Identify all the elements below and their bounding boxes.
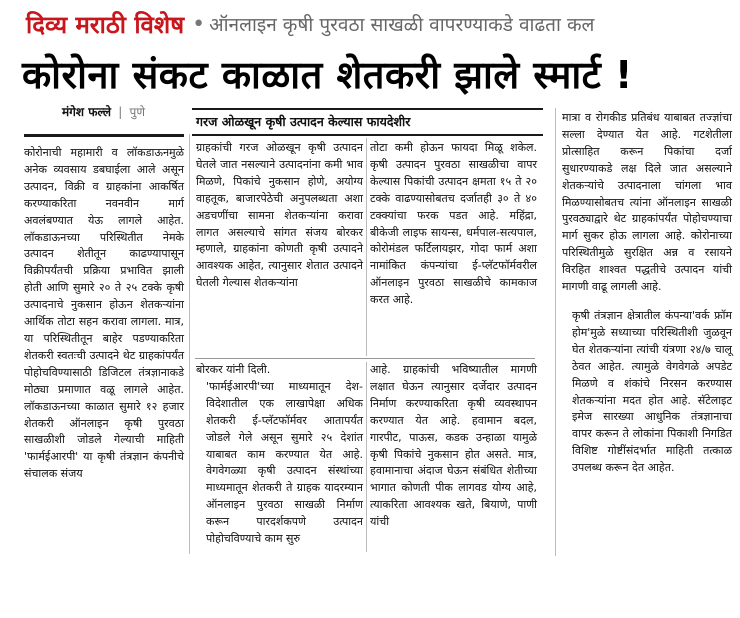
column-right: [562, 110, 732, 477]
column-mid2-top: [370, 140, 537, 309]
column-right-text-1: मात्रा व रोगकीड प्रतिबंध याबाबत तज्ज्ञांचा सल्ला देण्यात येत आहे. गटशेतीला प्रोत्साहित करून पिकांचा दर्जा सुधारण्याकडे लक्ष दिले जात असल्याने शेतकऱ्यांचे उत्पादनाला चांगला भाव मिळण्यासोबतच त्यांना ऑनलाइन साखळी पुरवठ्याद्वारे थेट ग्राहकांपर्यंत पोहोचण्याचा मार्ग सुकर होऊ लागला आहे. कोरोनाच्या परिस्थितीमुळे सुरक्षित अन्न व रसायने विरहित शाश्वत पद्धतीचे उत्पादन यांची मागणी वाढू लागली आहे.: [562, 111, 732, 294]
column-mid2-top-text: तोटा कमी होऊन फायदा मिळू शकेल. कृषी उत्पादन पुरवठा साखळीचा वापर केल्यास पिकांची उत्पादन क्षमता १५ ते २० टक्के वाढण्यासोबतच दर्जातही ३० ते ४० टक्क्यांचा फरक पडत आहे. महिंद्रा, बीकेजी लाइफ सायन्स, धर्मपाल-सत्यपाल, कोरोमंडल फर्टिलायझर, गोदा फार्म अशा नामांकित कंपन्यांचा ई-प्लॅटफॉर्मवरील ऑनलाइन पुरवठा साखळीचे कामकाज करत आहे.: [370, 141, 537, 307]
column-divider: [189, 134, 190, 554]
column-mid1-bottom-text: 'फार्मईआरपी'च्या माध्यमातून देश-विदेशातील एक लाखापेक्षा अधिक शेतकरी ई-प्लॅटफॉर्मवर आतापर्यंत जोडले गेले असून सुमारे २५ देशांत याबाबत काम करण्यात येत आहे. वेगवेगळ्या कृषी उत्पादन संस्थांच्या माध्यमातून शेतकरी ते ग्राहक यादरम्यान ऑनलाइन पुरवठा साखळी निर्माण करून पारदर्शकपणे उत्पादन पोहोचविण्याचे काम सुरु: [206, 379, 363, 546]
byline-author: मंगेश फल्ले: [62, 105, 112, 119]
column-mid2-bottom: [370, 362, 537, 531]
column-divider: [366, 362, 367, 552]
kicker-text: ऑनलाइन कृषी पुरवठा साखळी वापरण्याकडे वाढता कल: [209, 14, 595, 36]
column-left: [24, 134, 184, 483]
column-mid1-top: [196, 140, 363, 292]
byline-separator: |: [118, 105, 123, 119]
kicker: [26, 4, 738, 44]
kicker-separator: •: [192, 11, 206, 37]
column-mid1-top-text: ग्राहकांची गरज ओळखून कृषी उत्पादन घेतले जात नसल्याने उत्पादनांना कमी भाव मिळणे, पिकांचे नुकसान होणे, अयोग्य वाहतूक, बाजारपेठेची अनुपलब्धता अशा अडचणींचा सामना शेतकऱ्यांना करावा लागत असल्याचे सांगत संजय बोरकर म्हणाले, ग्राहकांना कोणती कृषी उत्पादने आवश्यक आहेत, त्यानुसार शेतात उत्पादने घेतली गेल्यास शेतकऱ्यांना: [196, 141, 363, 290]
subheadline: गरज ओळखून कृषी उत्पादन केल्यास फायदेशीर: [192, 108, 543, 136]
headline: कोरोना संकट काळात शेतकरी झाले स्मार्ट !: [22, 53, 633, 97]
column-mid1-bottom-lead: बोरकर यांनी दिली.: [196, 363, 271, 376]
section-divider: [195, 358, 535, 359]
column-divider: [555, 108, 556, 556]
column-mid1-bottom: [196, 362, 363, 548]
column-left-text: कोरोनाची महामारी व लॉकडाऊनमुळे अनेक व्यवसाय डबघाईला आले असून उत्पादन, विक्री व ग्राहकांना आकर्षित करण्याकरिता नवनवीन मार्ग अवलंबण्यात येऊ लागले आहेत. लॉकडाऊनच्या परिस्थितीत नेमके उत्पादन शेतीतून काढण्यापासून विक्रीपर्यंतची प्रक्रिया प्रभावित झाली होती आणि सुमारे २० ते २५ टक्के कृषी उत्पादनाचे नुकसान होऊन शेतकऱ्यांना आर्थिक तोटा सहन करावा लागला. मात्र, या परिस्थितीतून बाहेर पडण्याकरिता शेतकरी स्वतःची उत्पादने थेट ग्राहकांपर्यंत पोहोचविण्यासाठी डिजिटल तंत्रज्ञानाकडे मोठ्या प्रमाणात वळू लागले आहेत. लॉकडाऊनच्या काळात सुमारे १२ हजार शेतकरी ऑनलाइन कृषी पुरवठा साखळीशी जोडले गेल्याची माहिती 'फार्मईआरपी' या कृषी तंत्रज्ञान कंपनीचे संचालक संजय: [24, 146, 184, 481]
byline-city: पुणे: [129, 105, 145, 119]
byline: [62, 103, 145, 120]
kicker-brand: दिव्य मराठी विशेष: [26, 10, 185, 39]
column-divider: [366, 138, 367, 356]
column-right-text-2: कृषी तंत्रज्ञान क्षेत्रातील कंपन्या'वर्क फ्रॉम होम'मुळे सध्याच्या परिस्थितीशी जुळवून घेत शेतकऱ्यांना त्यांची यंत्रणा २४/७ चालू ठेवत आहेत. त्यामुळे वेगवेगळे अपडेट मिळणे व शंकांचे निरसन करण्यास शेतकऱ्यांना मदत होत आहे. सॅटेलाइट इमेज सारख्या आधुनिक तंत्रज्ञानाचा वापर करून ते लोकांना पिकाशी निगडित विशिष्ट गोष्टींसंदर्भात माहिती तत्काळ उपलब्ध करून देत आहेत.: [572, 308, 732, 475]
column-mid2-bottom-text: आहे. ग्राहकांची भविष्यातील मागणी लक्षात घेऊन त्यानुसार दर्जेदार उत्पादन निर्माण करण्याकरिता कृषी व्यवस्थापन करण्यात येत आहे. हवामान बदल, गारपीट, पाऊस, कडक उन्हाळा यामुळे कृषी पिकांचे नुकसान होत असते. मात्र, हवामानाचा अंदाज घेऊन संबंधित शेतीच्या भागात कोणती पीक लागवड योग्य आहे, त्याकरिता आवश्यक खते, बियाणे, पाणी यांची: [370, 363, 537, 529]
